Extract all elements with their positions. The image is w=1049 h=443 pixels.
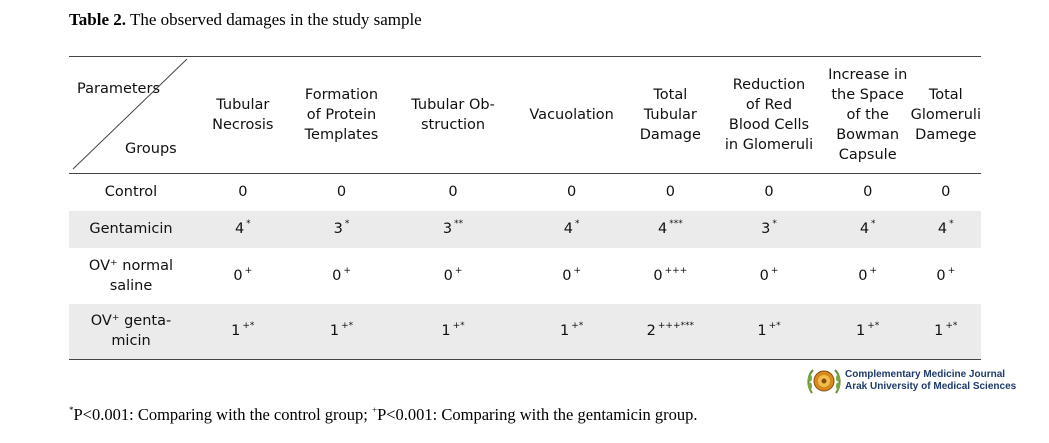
significance-mark: * bbox=[871, 219, 876, 229]
group-label-line: Gentamicin bbox=[89, 221, 173, 237]
table-row bbox=[69, 304, 981, 360]
cell-value: 0 bbox=[941, 184, 951, 201]
cell-value: 1 bbox=[231, 323, 241, 340]
damage-table bbox=[69, 56, 981, 360]
value-cell bbox=[293, 174, 391, 211]
table-row bbox=[69, 211, 981, 248]
group-label-line: OV⁺ normal bbox=[88, 257, 174, 274]
cell-value: 0 bbox=[562, 267, 572, 284]
column-header-line: Reduction bbox=[732, 77, 806, 93]
group-label-line: Control bbox=[104, 184, 158, 201]
cell-value: 0 bbox=[336, 184, 347, 201]
value-cell bbox=[627, 174, 713, 211]
column-header-line: Vacuolation bbox=[529, 107, 614, 123]
cell-value: 3 bbox=[333, 221, 343, 237]
significance-mark: + bbox=[454, 265, 463, 276]
column-header-line: Capsule bbox=[838, 147, 897, 163]
column-header-line: Damage bbox=[639, 127, 701, 143]
cell-value: 1 bbox=[441, 323, 451, 340]
value-cell bbox=[627, 304, 713, 360]
value-cell bbox=[825, 304, 911, 360]
table-footnote bbox=[69, 405, 698, 425]
cell-value: 1 bbox=[329, 323, 340, 340]
cell-value: 0 bbox=[936, 267, 946, 284]
column-header-line: Blood Cells bbox=[728, 117, 810, 133]
value-cell bbox=[713, 211, 825, 248]
cell-value: 4 bbox=[657, 221, 668, 237]
value-cell bbox=[911, 174, 981, 211]
significance-mark: + bbox=[869, 265, 878, 276]
table-caption bbox=[69, 10, 422, 30]
column-header-line: of Protein bbox=[306, 107, 377, 123]
column-header-line: of the bbox=[846, 107, 889, 123]
significance-mark: + bbox=[343, 265, 351, 276]
cell-value: 4 bbox=[937, 221, 948, 237]
column-header bbox=[713, 57, 825, 174]
value-cell bbox=[516, 211, 628, 248]
cell-value: 4 bbox=[563, 221, 573, 237]
footnote-mark-control: * bbox=[69, 405, 74, 415]
cell-value: 4 bbox=[234, 221, 245, 237]
value-cell bbox=[293, 248, 391, 304]
column-header bbox=[390, 57, 515, 174]
journal-logo bbox=[806, 366, 1021, 396]
caption-label: Table 2. bbox=[69, 10, 127, 29]
value-cell bbox=[390, 211, 515, 248]
column-header-line: Formation bbox=[304, 87, 379, 103]
footnote-text-control: P<0.001: Comparing with the control group; bbox=[73, 405, 372, 424]
value-cell bbox=[911, 304, 981, 360]
group-cell bbox=[69, 248, 193, 304]
column-header-line: in Glomeruli bbox=[724, 137, 814, 153]
column-header-line: Tubular bbox=[216, 97, 270, 113]
significance-mark: * bbox=[772, 219, 777, 229]
column-header bbox=[911, 57, 981, 174]
cell-value: 0 bbox=[566, 184, 577, 201]
column-header-line: struction bbox=[420, 117, 486, 133]
journal-emblem-icon bbox=[806, 366, 842, 396]
significance-mark: +* bbox=[452, 321, 465, 332]
table-header bbox=[69, 57, 981, 174]
corner-parameters-label: Parameters bbox=[77, 81, 160, 97]
value-cell bbox=[516, 304, 628, 360]
significance-mark: * bbox=[574, 219, 580, 229]
significance-mark: +++ bbox=[664, 265, 688, 276]
significance-mark: * bbox=[949, 219, 954, 229]
value-cell bbox=[193, 174, 293, 211]
column-header bbox=[193, 57, 293, 174]
significance-mark: +* bbox=[945, 321, 958, 332]
column-header-line: the Space bbox=[831, 87, 904, 103]
value-cell bbox=[390, 304, 515, 360]
significance-mark: +* bbox=[867, 321, 880, 332]
significance-mark: +* bbox=[571, 321, 584, 332]
column-header-line: Total bbox=[928, 87, 963, 103]
cell-value: 3 bbox=[442, 221, 453, 237]
table-row bbox=[69, 174, 981, 211]
column-header bbox=[516, 57, 628, 174]
value-cell bbox=[193, 211, 293, 248]
group-cell bbox=[69, 211, 193, 248]
cell-value: 0 bbox=[332, 267, 342, 284]
column-header bbox=[293, 57, 391, 174]
cell-value: 0 bbox=[863, 184, 873, 201]
group-cell bbox=[69, 174, 193, 211]
column-header-line: Tubular bbox=[643, 107, 697, 123]
group-label-line: micin bbox=[111, 333, 151, 350]
value-cell bbox=[713, 304, 825, 360]
cell-value: 4 bbox=[859, 221, 870, 237]
column-header-line: Tubular Ob- bbox=[411, 97, 495, 113]
cell-value: 0 bbox=[858, 267, 868, 284]
logo-journal-name: Complementary Medicine Journal bbox=[845, 369, 1006, 380]
value-cell bbox=[516, 248, 628, 304]
value-cell bbox=[713, 248, 825, 304]
column-header-line: Templates bbox=[304, 127, 379, 143]
significance-mark: +* bbox=[768, 321, 781, 332]
table-body bbox=[69, 174, 981, 360]
value-cell bbox=[516, 174, 628, 211]
footnote-mark-gentamicin: + bbox=[372, 405, 378, 415]
column-header-line: Bowman bbox=[836, 127, 900, 143]
cell-value: 1 bbox=[757, 323, 767, 340]
group-label-line: saline bbox=[109, 277, 153, 294]
cell-value: 0 bbox=[665, 184, 675, 201]
significance-mark: +* bbox=[242, 321, 255, 332]
significance-mark: * bbox=[246, 219, 251, 229]
value-cell bbox=[293, 211, 391, 248]
cell-value: 0 bbox=[448, 184, 458, 201]
column-header bbox=[825, 57, 911, 174]
value-cell bbox=[825, 248, 911, 304]
value-cell bbox=[293, 304, 391, 360]
corner-groups-label: Groups bbox=[125, 141, 177, 157]
column-header-line: of Red bbox=[745, 97, 793, 113]
significance-mark: +* bbox=[341, 321, 354, 332]
column-header-line: Necrosis bbox=[212, 117, 274, 133]
significance-mark: + bbox=[244, 265, 253, 276]
significance-mark: +++*** bbox=[657, 321, 694, 332]
significance-mark: + bbox=[573, 265, 581, 276]
significance-mark: *** bbox=[669, 219, 683, 229]
table-row bbox=[69, 248, 981, 304]
value-cell bbox=[825, 211, 911, 248]
cell-value: 0 bbox=[764, 184, 774, 201]
corner-cell bbox=[69, 57, 193, 174]
cell-value: 0 bbox=[759, 267, 769, 284]
column-header-line: Increase in bbox=[828, 67, 908, 83]
cell-value: 1 bbox=[559, 323, 570, 340]
value-cell bbox=[390, 174, 515, 211]
value-cell bbox=[193, 304, 293, 360]
value-cell bbox=[627, 248, 713, 304]
cell-value: 0 bbox=[443, 267, 453, 284]
cell-value: 3 bbox=[761, 221, 771, 237]
value-cell bbox=[390, 248, 515, 304]
footnote-text-gentamicin: P<0.001: Comparing with the gentamicin group. bbox=[377, 405, 698, 424]
cell-value: 1 bbox=[856, 323, 866, 340]
value-cell bbox=[713, 174, 825, 211]
significance-mark: + bbox=[947, 265, 956, 276]
significance-mark: * bbox=[344, 219, 350, 229]
cell-value: 1 bbox=[934, 323, 944, 340]
cell-value: 0 bbox=[233, 267, 243, 284]
group-label-line: OV⁺ genta- bbox=[90, 313, 172, 330]
column-header-line: Glomeruli bbox=[910, 107, 981, 123]
caption-text: The observed damages in the study sample bbox=[129, 10, 422, 29]
logo-university-name: Arak University of Medical Sciences bbox=[845, 381, 1017, 392]
value-cell bbox=[193, 248, 293, 304]
column-header bbox=[627, 57, 713, 174]
value-cell bbox=[825, 174, 911, 211]
cell-value: 2 bbox=[646, 323, 656, 340]
value-cell bbox=[911, 248, 981, 304]
cell-value: 0 bbox=[653, 267, 663, 284]
column-header-line: Damege bbox=[915, 127, 977, 143]
significance-mark: + bbox=[770, 265, 779, 276]
column-header-line: Total bbox=[653, 87, 688, 103]
cell-value: 0 bbox=[238, 184, 248, 201]
group-cell bbox=[69, 304, 193, 360]
value-cell bbox=[627, 211, 713, 248]
header-row bbox=[69, 57, 981, 174]
significance-mark: ** bbox=[454, 219, 464, 229]
value-cell bbox=[911, 211, 981, 248]
